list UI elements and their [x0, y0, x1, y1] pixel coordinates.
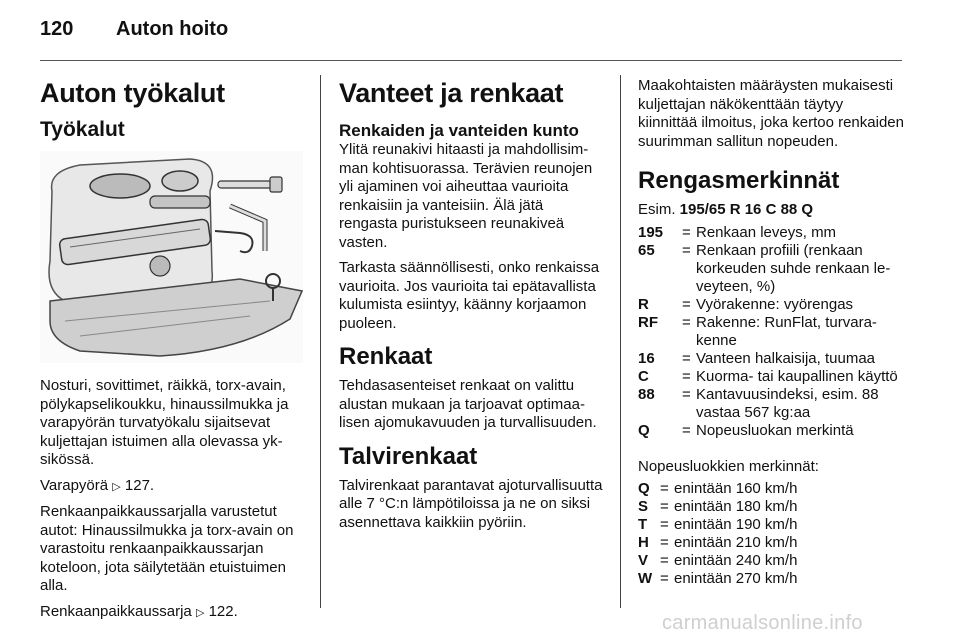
spare-wheel-ref — [40, 477, 308, 497]
definition-row — [638, 480, 797, 498]
middle-column — [339, 77, 605, 539]
ref-page: 122. — [208, 602, 238, 620]
tool-kit-figure — [40, 151, 303, 363]
definition-key: T — [638, 516, 648, 533]
definition-row — [638, 242, 904, 296]
definition-row — [638, 498, 797, 516]
speed-classes-intro: Nopeusluokkien merkinnät: — [638, 457, 819, 475]
definition-key: W — [638, 570, 653, 587]
speed-notice-paragraph: Maakohtaisten määräysten mukaisesti kuljettajan näkökenttään täytyy kiinnittää ilmoitus, joka kertoo renkaiden suurimman sallitun nopeuden. — [638, 77, 904, 150]
definition-row — [638, 386, 904, 422]
repair-kit-ref — [40, 603, 308, 623]
condition-paragraph: Ylitä reunakivi hitaasti ja mahdollisimman kohtisuorassa. Terävien reunojen yli ajaminen voi aiheuttaa vaurioita renkaisiin ja vanteisiin. Älä jätä rengasta puristukseen reunakiveä vasten. — [339, 141, 593, 251]
heading-wheels-tyres: Vanteet ja renkaat — [339, 78, 564, 108]
definition-row — [638, 552, 797, 570]
example-prefix: Esim. — [638, 201, 676, 218]
speed-class-table — [638, 480, 797, 588]
definition-text: enintään 210 km/h — [674, 534, 798, 551]
section-title: Auton hoito — [116, 18, 229, 40]
definition-text: enintään 190 km/h — [674, 516, 798, 533]
definition-text: Rakenne: RunFlat, turvarakenne — [696, 313, 877, 349]
definition-text: Vyörakenne: vyörengas — [696, 295, 854, 313]
header-rule — [40, 60, 902, 61]
watermark: carmanualsonline.info — [662, 612, 863, 634]
tool-kit-illustration-icon — [40, 151, 303, 363]
subheading-winter-tyres: Talvirenkaat — [339, 442, 478, 470]
heading-tools: Auton työkalut — [40, 78, 225, 108]
definition-text: enintään 180 km/h — [674, 498, 798, 515]
winter-tyres-paragraph: Talvirenkaat parantavat ajoturvallisuutta alle 7 °C:n lämpötiloissa ja ne on siksi asennettava kaikkiin pyöriin. — [339, 476, 603, 531]
equals-sign: = — [682, 367, 691, 385]
definition-text: Nopeusluokan merkintä — [696, 421, 854, 439]
equals-sign: = — [660, 480, 669, 497]
definition-text: Kuorma- tai kaupallinen käyttö — [696, 367, 898, 385]
page-ref-arrow-icon: ▷ — [112, 480, 121, 493]
definition-text: Kantavuusindeksi, esim. 88 vastaa 567 kg:aa — [696, 385, 879, 421]
heading-tyre-markings: Rengasmerkinnät — [638, 167, 840, 194]
column-divider — [620, 75, 621, 608]
example-code: 195/65 R 16 C 88 Q — [679, 201, 814, 218]
equals-sign: = — [660, 516, 669, 533]
definition-row — [638, 516, 797, 534]
equals-sign: = — [682, 241, 691, 259]
definition-text: Vanteen halkaisija, tuumaa — [696, 349, 876, 367]
left-column — [40, 77, 308, 629]
definition-key: 195 — [638, 223, 664, 241]
ref-text: Varapyörä — [40, 476, 109, 494]
example-line — [638, 201, 904, 220]
equals-sign: = — [682, 313, 691, 331]
definition-row — [638, 296, 904, 314]
definition-row — [638, 224, 904, 242]
subheading-condition: Renkaiden ja vanteiden kunto — [339, 121, 579, 140]
page-number: 120 — [40, 18, 74, 40]
page-ref-arrow-icon: ▷ — [195, 606, 205, 619]
definition-row — [638, 350, 904, 368]
tyre-code-table — [638, 224, 904, 440]
definition-key: RF — [638, 313, 658, 331]
definition-row — [638, 534, 797, 552]
subheading-tools: Työkalut — [40, 118, 125, 141]
subheading-tyres: Renkaat — [339, 343, 433, 370]
definition-key: 65 — [638, 241, 655, 259]
tyres-paragraph: Tehdasasenteiset renkaat on valittu alustan mukaan ja tarjoavat optimaalisen ajomukavuuden ja turvallisuuden. — [339, 377, 597, 431]
inspection-paragraph: Tarkasta säännöllisesti, onko renkaissa vaurioita. Jos vaurioita tai epätavallista kulumista esiintyy, käänny korjaamon puoleen. — [339, 259, 600, 332]
definition-key: V — [638, 552, 649, 569]
equals-sign: = — [682, 295, 691, 313]
definition-text: enintään 240 km/h — [674, 552, 798, 569]
definition-key: C — [638, 367, 649, 385]
equals-sign: = — [682, 223, 691, 241]
equals-sign: = — [660, 534, 669, 551]
definition-key: 16 — [638, 349, 655, 367]
equals-sign: = — [682, 421, 691, 439]
column-divider — [320, 75, 321, 608]
definition-row — [638, 314, 904, 350]
equals-sign: = — [660, 570, 669, 587]
equals-sign: = — [660, 552, 669, 569]
equals-sign: = — [682, 385, 691, 403]
definition-text: enintään 270 km/h — [674, 570, 798, 587]
definition-key: Q — [638, 421, 650, 439]
definition-text: Renkaan profiili (renkaan korkeuden suhde renkaan leveyteen, %) — [696, 241, 891, 295]
equals-sign: = — [660, 498, 669, 515]
definition-row — [638, 422, 904, 440]
definition-key: Q — [638, 480, 650, 497]
ref-page: 127. — [124, 476, 155, 494]
definition-row — [638, 368, 904, 386]
definition-key: 88 — [638, 385, 655, 403]
definition-text: enintään 160 km/h — [674, 480, 798, 497]
ref-text: Renkaanpaikkaussarja — [40, 602, 192, 620]
definition-row — [638, 570, 797, 588]
repair-kit-paragraph: Renkaanpaikkaussarjalla varustetut autot: Hinaussilmukka ja torx-avain on varastoitu renkaanpaikkaussarjan koteloon, jota säilytetään etuistuimen alla. — [40, 503, 294, 594]
right-column — [638, 77, 904, 588]
equals-sign: = — [682, 349, 691, 367]
definition-key: S — [638, 498, 649, 515]
definition-key: H — [638, 534, 649, 551]
definition-key: R — [638, 295, 649, 313]
definition-text: Renkaan leveys, mm — [696, 223, 837, 241]
tools-paragraph: Nosturi, sovittimet, räikkä, torx-avain, pölykapselikoukku, hinaussilmukka ja varapyörän turvatyökalu sijaitsevat kuljettajan istuimen alla olevassa yksikössä. — [40, 377, 289, 468]
